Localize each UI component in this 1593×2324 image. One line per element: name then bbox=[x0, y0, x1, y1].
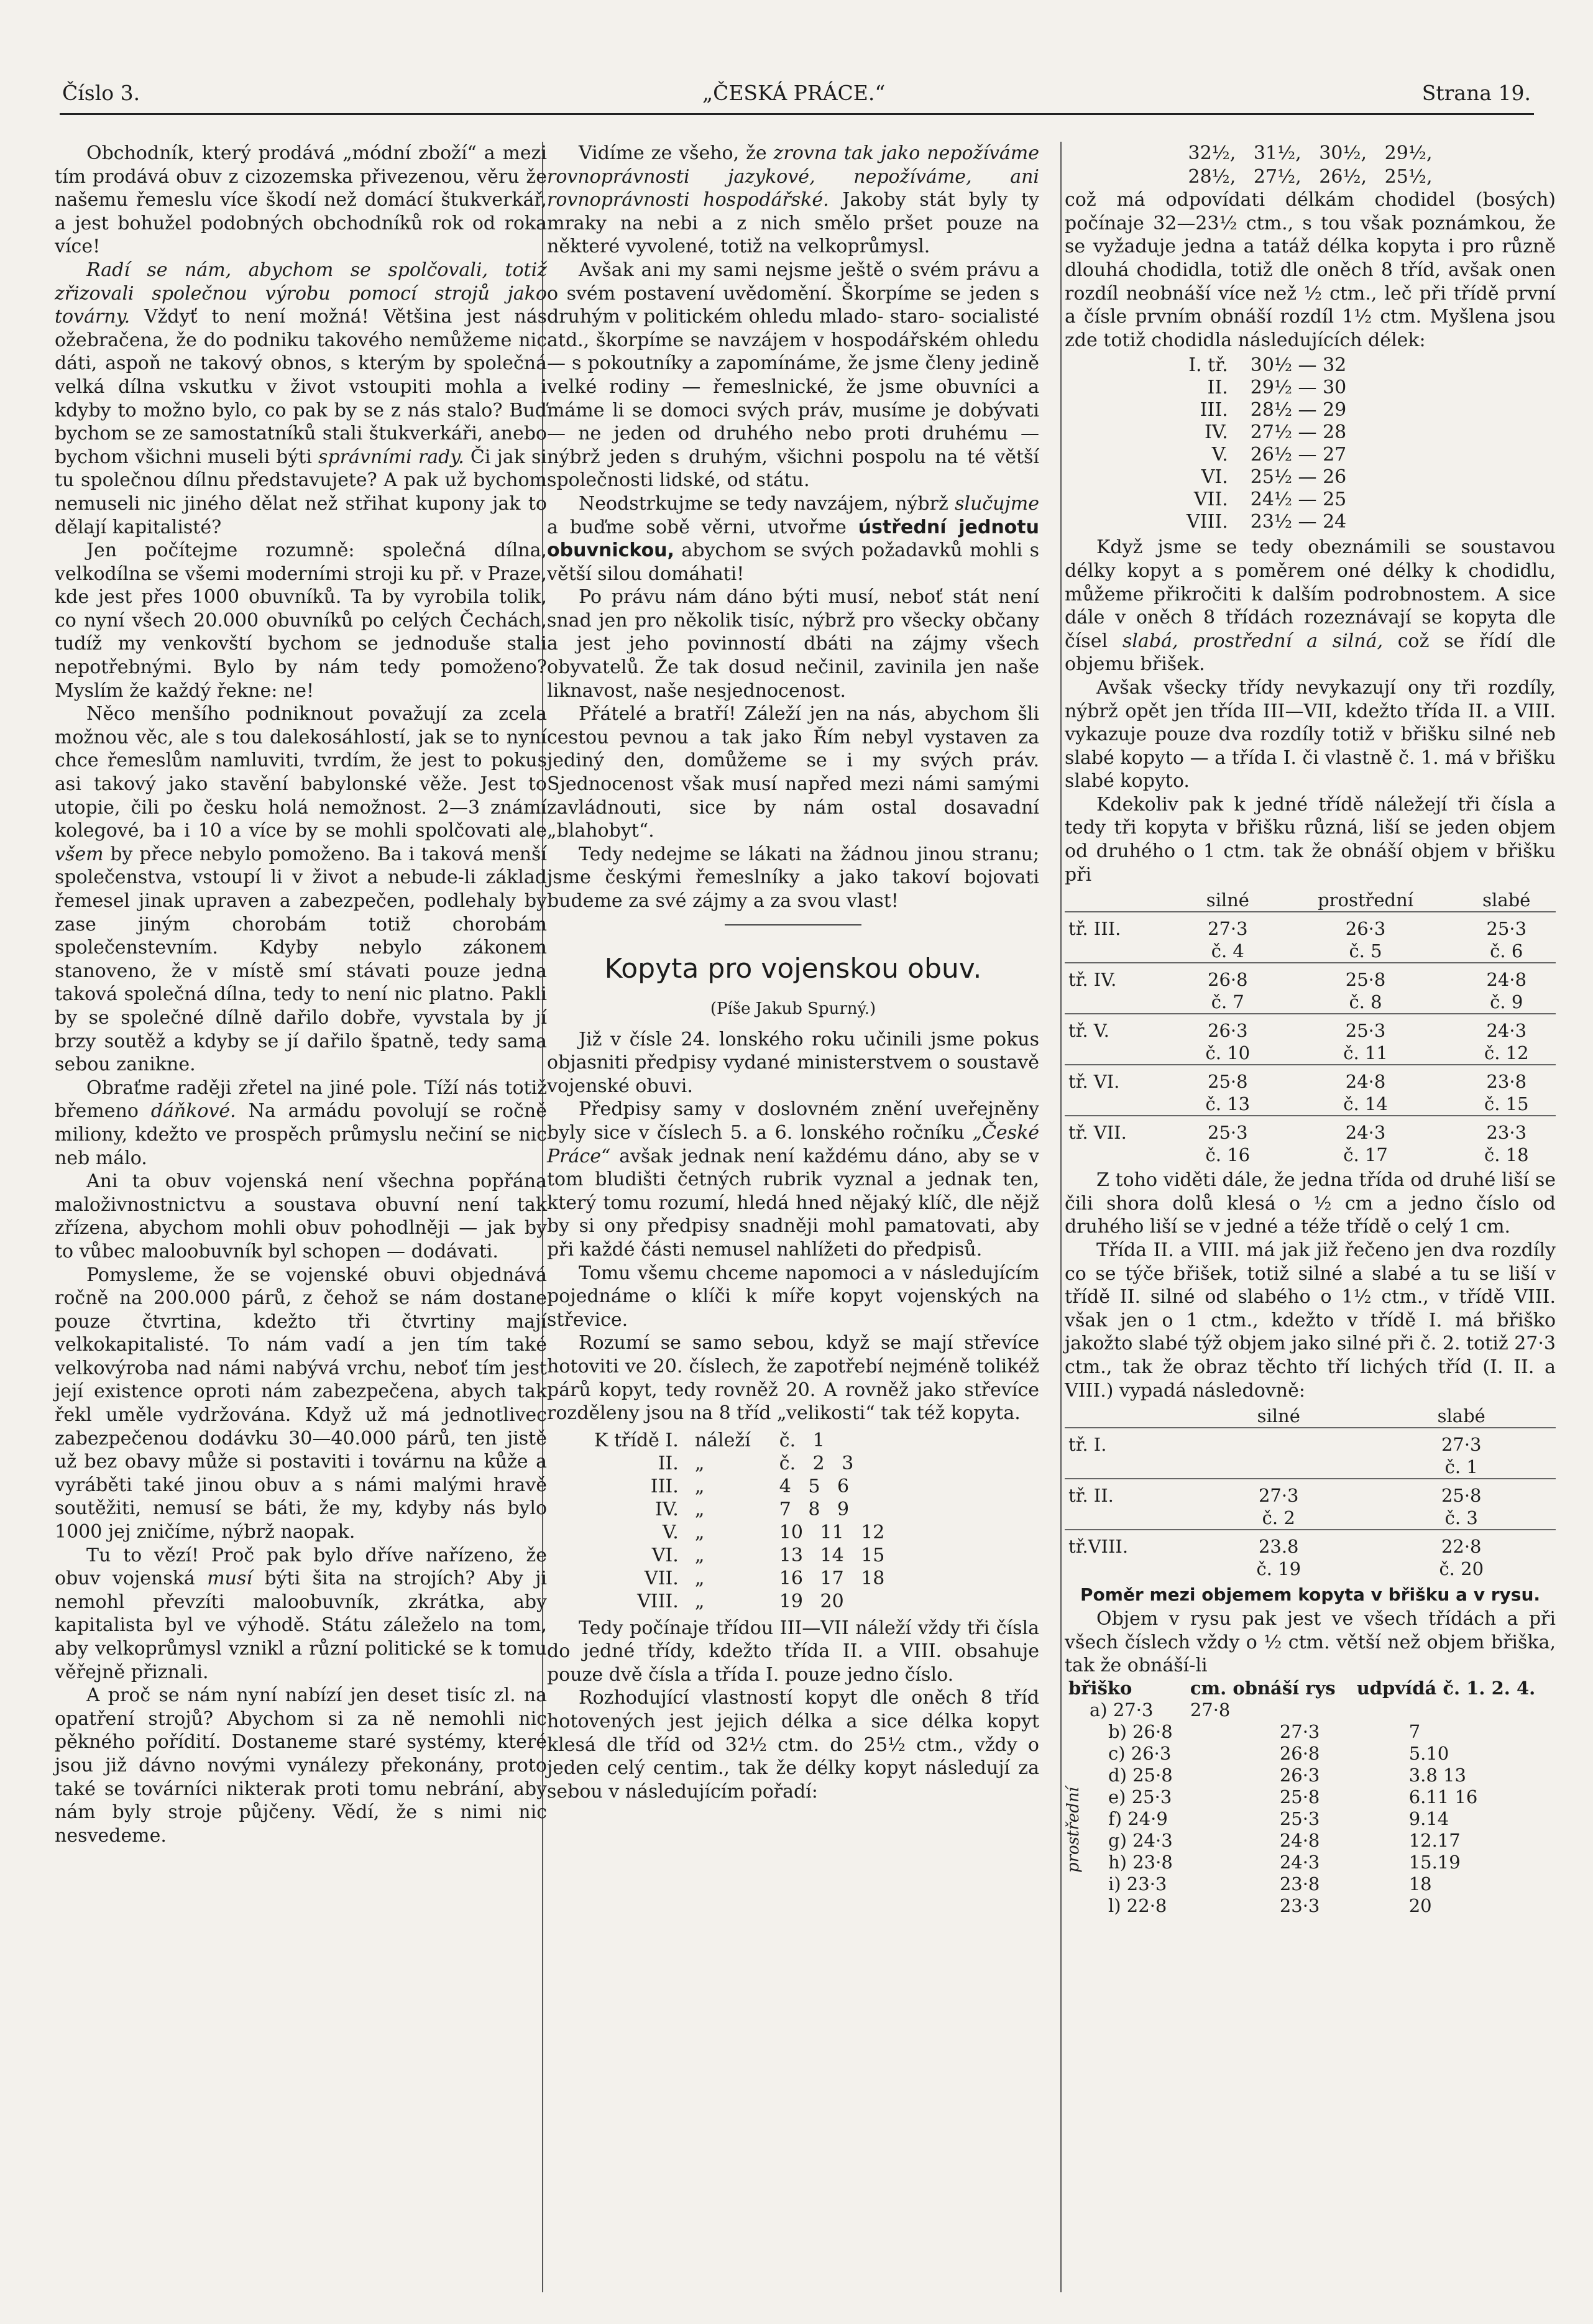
ditto-mark: náleží bbox=[694, 1429, 751, 1451]
number-cell: č. 16 bbox=[1205, 1144, 1251, 1166]
paragraph: Ani ta obuv vojenská není všechna popřána maloživnostnictvu a soustava obuvní není tak zřízena, abychom mohli obuv pohodlněji — jak by to vůbec maloobuvník byl schopen — dodávati. bbox=[55, 1170, 547, 1262]
column-header: břiško bbox=[1068, 1677, 1132, 1699]
number-cell: 12.17 bbox=[1408, 1829, 1461, 1851]
class-numbers: 16 17 18 bbox=[779, 1567, 885, 1589]
paragraph: Obchodník, který prodává „módní zboží“ a mezi tím prodává obuv z cizozemska přivezenou, věru že našemu řemeslu více škodí než domácí štukverkář, a jest bohužel podobných obchodníků rok od roka více! bbox=[55, 142, 547, 258]
ditto-mark: „ bbox=[694, 1544, 705, 1566]
paragraph: Třída II. a VIII. má jak již řečeno jen dva rozdíly co se týče břišek, totiž silné a slabé a tu se liší v třídě II. silné od slabého o 1½ ctm., v třídě VIII. však jen o 1 ctm., kdežto v třídě I. má břiško jakožto slabé týž objem jako silné při č. 2. totiž 27·3 ctm., tak že obraz těchto tří lichých tříd (I. II. a VIII.) vypadá následovně: bbox=[1065, 1239, 1556, 1402]
table-row bbox=[590, 1590, 888, 1613]
number-cell: 15.19 bbox=[1408, 1851, 1461, 1873]
value-cell: 27·3 bbox=[1367, 1428, 1556, 1456]
paragraph: Jen počítejme rozumně: společná dílna, velkodílna se všemi moderními stroji ku př. v Praze, kde jest přes 1000 obuvníků. Ta by vyrobila tolik, co nyní všech 20.000 obuvníků po celých Čechách, tudíž my venkovští bychom se jednoduše stali nepotřebnými. Bylo by nám tedy pomoženo? Myslím že každý řekne: ne! bbox=[55, 540, 547, 702]
number-cell: č. 2 bbox=[1262, 1507, 1295, 1529]
class-label: II. bbox=[1207, 377, 1228, 399]
belly-value: e) 25·3 bbox=[1108, 1786, 1172, 1807]
spacer bbox=[1065, 1042, 1182, 1065]
issue-number: Číslo 3. bbox=[62, 81, 140, 105]
paragraph: Avšak všecky třídy nevykazují ony tři rozdíly, nýbrž opět jen třída III—VII, kdežto třída II. a VIII. vykazuje pouze dva rozdíly totiž v břišku silné neb slabé kopyto — a třída I. či vlastně č. 1. má v břišku slabé kopyto. bbox=[1065, 676, 1556, 792]
table-row bbox=[1065, 1721, 1556, 1743]
foot-length-table bbox=[1183, 354, 1350, 533]
value-cell: 24·8 bbox=[1458, 963, 1556, 991]
class-label: VII. bbox=[1193, 489, 1228, 511]
column-3 bbox=[1065, 142, 1556, 1917]
class-label: III. bbox=[1200, 399, 1228, 421]
belly-value: f) 24·9 bbox=[1108, 1807, 1168, 1829]
page-number: Strana 19. bbox=[1421, 81, 1531, 105]
spacer bbox=[1065, 1093, 1182, 1116]
belly-value: a) 27·3 bbox=[1090, 1699, 1154, 1720]
value-cell: 26·3 bbox=[1274, 912, 1458, 940]
class-number-table bbox=[590, 1429, 888, 1613]
class-label: VII. bbox=[644, 1567, 679, 1589]
newspaper-title: „ČESKÁ PRÁCE.“ bbox=[702, 81, 886, 105]
class-numbers: 19 20 bbox=[779, 1590, 844, 1612]
class-label: IV. bbox=[1204, 421, 1228, 444]
number-cell: č. 1 bbox=[1444, 1456, 1478, 1478]
value-cell: 23·3 bbox=[1458, 1116, 1556, 1144]
number-cell: č. 9 bbox=[1490, 991, 1523, 1013]
paragraph: Avšak ani my sami nejsme ještě o svém právu a o svém postavení uvědomění. Škorpíme se jeden s druhým v politickém ohledu mlado- staro- socialisté atd., škorpíme se navzájem v hospodářském ohledu — s pokoutníky a zapomínáme, že jsme členy jedině velké rodiny — řemeslnické, že jsme obuvníci a máme li se domoci svých práv, musíme je dobývati — ne jeden od druhého nebo proti druhému — nýbrž jeden s druhým, všichni pospolu na té větší společnosti lidské, od státu. bbox=[547, 259, 1039, 492]
rys-value: 24·8 bbox=[1279, 1829, 1320, 1851]
column-header: cm. obnáší rys bbox=[1190, 1677, 1336, 1699]
value-cell: 25·8 bbox=[1182, 1065, 1274, 1093]
table-row bbox=[1065, 1507, 1556, 1530]
class-numbers: 4 5 6 bbox=[779, 1475, 850, 1497]
paragraph: Pomysleme, že se vojenské obuvi objednává ročně na 200.000 párů, z čehož se nám dostane pouze čtvrtina, kdežto tři čtvrtiny mají velkokapitalisté. To nám vadí a jen tím také velkovýroba nad námi nabývá vrchu, neboť tím jest její existence oproti nám zabezpečena, abych tak řekl uměle vydržována. Když už má jednotlivec zabezpečenou dodávku 30—40.000 párů, ten jistě už bez obavy může si postaviti i továrnu na kůže a vyráběti také jinou obuv a s námi malými hravě soutěžiti, nemusí se báti, že my, kdyby nás bylo 1000 jej zničíme, nýbrž naopak. bbox=[55, 1264, 547, 1543]
foot-length: 30½ — 32 bbox=[1250, 354, 1347, 377]
foot-length: 24½ — 25 bbox=[1250, 489, 1347, 511]
table-row bbox=[1183, 489, 1350, 511]
table-row bbox=[1065, 1116, 1556, 1144]
section-subtitle: Poměr mezi objemem kopyta v břišku a v rysu. bbox=[1080, 1584, 1541, 1605]
column-header: silné bbox=[1257, 1405, 1300, 1427]
ditto-mark: „ bbox=[694, 1452, 705, 1474]
bracket-label: prostřední bbox=[1064, 1786, 1083, 1873]
table-row bbox=[1183, 354, 1350, 377]
value-cell: 22·8 bbox=[1367, 1530, 1556, 1558]
class-numbers: č. 1 bbox=[779, 1429, 825, 1451]
paragraph: Vidíme ze všeho, že zrovna tak jako nepožíváme rovnoprávnosti jazykové, nepožíváme, ani rovnoprávnosti hospodářské. Jakoby stát byly ty mraky na nebi a z nich smělo pršet pouze na některé vyvolené, totiž na velkoprůmysl. bbox=[547, 142, 1039, 258]
value-cell: 25·3 bbox=[1182, 1116, 1274, 1144]
column-header: silné bbox=[1206, 889, 1249, 911]
paragraph: Rozumí se samo sebou, když se mají střevíce hotoviti ve 20. číslech, že zapotřebí nejméně tolikéž párů kopyt, tedy rovněž 20. A rovněž jako střevíce rozděleny jsou na 8 tříd „velikosti“ tak též kopyta. bbox=[547, 1332, 1039, 1425]
value-cell: 24·3 bbox=[1458, 1014, 1556, 1042]
table-row bbox=[590, 1452, 888, 1475]
column-header: udpvídá č. 1. 2. 4. bbox=[1356, 1677, 1536, 1699]
spacer bbox=[1065, 991, 1182, 1014]
rys-table bbox=[1065, 1678, 1556, 1917]
column-2 bbox=[547, 142, 1039, 1803]
table-row bbox=[1183, 511, 1350, 533]
table-row bbox=[590, 1521, 888, 1544]
table-row bbox=[1065, 1765, 1556, 1786]
paragraph: Neodstrkujme se tedy navzájem, nýbrž slučujme a buďme sobě věrni, utvořme ústřední jednotu obuvnickou, abychom se svých požadavků mohli s větší silou domáhati! bbox=[547, 492, 1039, 585]
belly-value: d) 25·8 bbox=[1108, 1764, 1173, 1786]
table-row bbox=[1065, 1093, 1556, 1116]
number-cell: č. 18 bbox=[1484, 1144, 1529, 1166]
paragraph: Tu to vězí! Proč pak bylo dříve nařízeno, že obuv vojenská musí býti šita na strojích? Aby ji nemohl převzíti maloobuvník, zkrátka, aby kapitalista byl ve výhodě. Státu záleželo na tom, aby velkoprůmysl vznikl a různí politické se k tomu věřejně přiznali. bbox=[55, 1544, 547, 1683]
table-row bbox=[1065, 1456, 1556, 1479]
rys-value: 23·3 bbox=[1279, 1895, 1320, 1916]
paragraph: Obraťme raději zřetel na jiné pole. Tíží nás totiž břemeno dáňkové. Na armádu povolují se ročně miliony, kdežto ve prospěch průmyslu nečiní se nic neb málo. bbox=[55, 1077, 547, 1169]
column-1 bbox=[55, 142, 547, 1847]
number-cell: č. 8 bbox=[1349, 991, 1382, 1013]
spacer bbox=[1065, 1558, 1190, 1580]
class-label: tř.VIII. bbox=[1065, 1530, 1190, 1558]
table-row bbox=[1065, 940, 1556, 963]
table-row bbox=[1065, 1479, 1556, 1507]
table-row bbox=[1065, 1873, 1556, 1895]
value-cell: 27·3 bbox=[1190, 1479, 1367, 1507]
number-cell: č. 4 bbox=[1211, 940, 1244, 962]
value-cell: 25·8 bbox=[1274, 963, 1458, 991]
number-cell: 3.8 13 bbox=[1408, 1764, 1466, 1786]
spacer bbox=[1065, 1144, 1182, 1166]
table-row bbox=[1065, 1699, 1556, 1721]
header-rule bbox=[60, 113, 1534, 115]
foot-length: 25½ — 26 bbox=[1250, 466, 1347, 489]
number-cell: 6.11 16 bbox=[1408, 1786, 1478, 1807]
rys-value: 27·3 bbox=[1279, 1720, 1320, 1742]
paragraph: Již v čísle 24. lonského roku učinili jsme pokus objasniti předpisy vydané ministerstvem o soustavě vojenské obuvi. bbox=[547, 1028, 1039, 1097]
number-cell: 7 bbox=[1408, 1720, 1421, 1742]
rys-value: 26·8 bbox=[1279, 1742, 1320, 1764]
class-label: V. bbox=[662, 1521, 679, 1543]
belly-value: i) 23·3 bbox=[1108, 1873, 1167, 1895]
column-header: slabé bbox=[1482, 889, 1531, 911]
belly-value: h) 23·8 bbox=[1108, 1851, 1173, 1873]
ditto-mark: „ bbox=[694, 1590, 705, 1612]
number-cell: č. 6 bbox=[1490, 940, 1523, 962]
value-cell bbox=[1190, 1428, 1367, 1456]
belly-volume-table bbox=[1065, 889, 1556, 1166]
table-row bbox=[590, 1567, 888, 1590]
table-row bbox=[1065, 1895, 1556, 1917]
number-cell: 5.10 bbox=[1408, 1742, 1449, 1764]
table-row bbox=[1183, 466, 1350, 489]
class-label: VI. bbox=[1201, 466, 1228, 489]
table-row bbox=[590, 1544, 888, 1567]
number-cell: č. 14 bbox=[1343, 1093, 1388, 1115]
number-cell: č. 11 bbox=[1343, 1042, 1388, 1064]
class-label: III. bbox=[650, 1475, 679, 1497]
class-label: V. bbox=[1211, 444, 1228, 466]
table-row bbox=[1065, 1808, 1556, 1830]
foot-length: 28½ — 29 bbox=[1250, 399, 1347, 421]
number-cell: č. 10 bbox=[1205, 1042, 1251, 1064]
paragraph: A proč se nám nyní nabízí jen deset tisíc zl. na opatření strojů? Abychom si za ně nemohli nic pěkného pořídití. Dostaneme staré systémy, které jsou již dávno novými vynálezy překonány, proto také se továrníci nikterak proti tomu nebrání, aby nám byly stroje půjčeny. Vědí, že s nimi nic nesvedeme. bbox=[55, 1684, 547, 1847]
class-label: VIII. bbox=[1187, 511, 1228, 533]
class-numbers: č. 2 3 bbox=[779, 1452, 854, 1474]
class-label: tř. V. bbox=[1065, 1014, 1182, 1042]
table-row bbox=[1065, 912, 1556, 940]
class-label: IV. bbox=[655, 1498, 679, 1520]
value-cell: 27·3 bbox=[1182, 912, 1274, 940]
number-cell: č. 15 bbox=[1484, 1093, 1529, 1115]
article-author: (Píše Jakub Spurný.) bbox=[710, 999, 876, 1018]
number-cell: 18 bbox=[1408, 1873, 1432, 1895]
length-list: 32½, 31½, 30½, 29½, bbox=[1188, 142, 1433, 164]
number-cell bbox=[1190, 1456, 1367, 1479]
column-header: slabé bbox=[1437, 1405, 1485, 1427]
table-row bbox=[1183, 377, 1350, 399]
foot-length: 23½ — 24 bbox=[1250, 511, 1347, 533]
ditto-mark: „ bbox=[694, 1498, 705, 1520]
number-cell: č. 17 bbox=[1343, 1144, 1388, 1166]
table-row bbox=[1065, 1830, 1556, 1852]
rys-value: 24·3 bbox=[1279, 1851, 1320, 1873]
belly-value: c) 26·3 bbox=[1108, 1742, 1172, 1764]
rys-value: 25·3 bbox=[1279, 1807, 1320, 1829]
paragraph: což má odpovídati délkám chodidel (bosých) počínaje 32—23½ ctm., s tou však poznámkou, že se vyžaduje jedna a tatáž délka kopyta i pro různě dlouhá chodidla, totiž dle oněch 8 tříd, avšak onen rozdíl neobnáší více než ½ ctm., leč při třídě první a čísle prvním obnáší rozdíl 1½ ctm. Myšlena jsou zde totiž chodidla následujících délek: bbox=[1065, 189, 1556, 351]
table-row bbox=[1065, 1144, 1556, 1166]
number-cell: 20 bbox=[1408, 1895, 1432, 1916]
foot-length: 29½ — 30 bbox=[1250, 377, 1347, 399]
ditto-mark: „ bbox=[694, 1521, 705, 1543]
ditto-mark: „ bbox=[694, 1567, 705, 1589]
value-cell: 26·3 bbox=[1182, 1014, 1274, 1042]
table-row bbox=[1065, 1065, 1556, 1093]
value-cell: 24·8 bbox=[1274, 1065, 1458, 1093]
paragraph: Něco menšího podniknout považují za zcela možnou věc, ale s tou dalekosáhlostí, jak se to nyní chce řemeslům namluviti, tvrdím, že jest to pokus asi takový jako stavění babylonské věže. Jest to utopie, čili po česku holá nemožnost. 2—3 známí kolegové, ba i 10 a více by se mohli spolčovati ale všem by přece nebylo pomoženo. Ba i taková menší společenstva, vstoupí li v život a nebude-li základ řemesel jinak upraven a zabezpečen, podlehaly by zase jiným chorobám totiž chorobám společenstevním. Kdyby nebylo zákonem stanoveno, že v místě smí stávati pouze jedna taková společná dílna, tedy to není nic platno. Pakli by se společné dílně dařilo dobře, vyvstala by jí brzy soutěž a kdyby se jí dařilo špatně, tedy sama sebou zanikne. bbox=[55, 703, 547, 1076]
value-cell: 23·8 bbox=[1458, 1065, 1556, 1093]
rys-value: 26·3 bbox=[1279, 1764, 1320, 1786]
paragraph: Kdekoliv pak k jedné třídě náležejí tři čísla a tedy tři kopyta v břišku různá, liší se jeden objem od druhého o 1 ctm. tak že obnáší objem v břišku při bbox=[1065, 793, 1556, 886]
table-row bbox=[590, 1498, 888, 1521]
paragraph: Přátelé a bratří! Záleží jen na nás, abychom šli cestou pevnou a tak jako Řím nebyl vystaven za jediný den, domůžeme se i my svých práv. Sjednocenost však musí napřed mezi námi samými zavládnouti, sice by nám ostal dosavadní „blahobyt“. bbox=[547, 703, 1039, 842]
paragraph: Radí se nám, abychom se spolčovali, totiž zřizovali společnou výrobu pomocí strojů jako továrny. Vždyť to není možná! Většina jest nás ožebračena, že do podniku takového nemůžeme nic dáti, aspoň ne takový obnos, s kterým by společná velká dílna vskutku v život vstoupiti mohla a i kdyby to možno bylo, co pak by se z nás stalo? Buď bychom se ze samostatníků stali štukverkáři, anebo bychom všichni museli býti správními rady. Či jak si tu společnou dílnu představujete? A pak už bychom nemuseli nic jiného dělat než střihat kupony jak to dělají kapitalisté? bbox=[55, 259, 548, 538]
class-label: VIII. bbox=[637, 1590, 679, 1612]
table-row bbox=[1065, 1530, 1556, 1558]
table-row bbox=[1183, 444, 1350, 466]
paragraph: Když jsme se tedy obeznámili se soustavou délky kopyt a s poměrem oné délky k chodidlu, můžeme přikročiti k dalším podrobnostem. A sice dále v oněch 8 třídách rozeznávají se kopyta dle čísel slabá, prostřední a silná, což se řídí dle objemu břišek. bbox=[1065, 536, 1556, 676]
table-row bbox=[1065, 1786, 1556, 1808]
value-cell: 24·3 bbox=[1274, 1116, 1458, 1144]
table-row bbox=[590, 1475, 888, 1498]
value-cell: 25·3 bbox=[1458, 912, 1556, 940]
number-cell: č. 20 bbox=[1439, 1558, 1484, 1580]
class-label: tř. II. bbox=[1065, 1479, 1190, 1507]
table-row bbox=[1065, 963, 1556, 991]
value-cell: 25·3 bbox=[1274, 1014, 1458, 1042]
paragraph: Rozhodující vlastností kopyt dle oněch 8 tříd hotovených jest jejich délka a sice délka kopyt klesá dle tříd od 32½ ctm. do 25½ ctm., vždy o jeden celý centim., tak že délky kopyt následují za sebou v následujícím pořadí: bbox=[547, 1687, 1039, 1803]
ditto-mark: „ bbox=[694, 1475, 705, 1497]
paragraph: Po právu nám dáno býti musí, neboť stát není snad jen pro několik tisíc, nýbrž pro všecky občany a jest jeho povinností dbáti na zájmy všech obyvatelů. Že tak dosud nečinil, zavinila jen naše liknavost, naše nesjednocenost. bbox=[547, 586, 1039, 702]
class-label: tř. VII. bbox=[1065, 1116, 1182, 1144]
table-row bbox=[1065, 1428, 1556, 1456]
table-row bbox=[1065, 1852, 1556, 1873]
belly-value: g) 24·3 bbox=[1108, 1829, 1173, 1851]
value-cell: 23.8 bbox=[1190, 1530, 1367, 1558]
rys-value: 23·8 bbox=[1279, 1873, 1320, 1895]
table-row bbox=[1183, 399, 1350, 421]
belly-value: b) 26·8 bbox=[1108, 1720, 1173, 1742]
spacer bbox=[1065, 940, 1182, 963]
paragraph: Tedy nedejme se lákati na žádnou jinou stranu; jsme českými řemeslníky a jako takoví bojovati budeme za své zájmy a za svou vlast! bbox=[547, 843, 1039, 912]
section-divider bbox=[725, 924, 861, 925]
column-header: prostřední bbox=[1318, 889, 1414, 911]
class-label: tř. VI. bbox=[1065, 1065, 1182, 1093]
column-divider bbox=[1060, 142, 1062, 2292]
table-row bbox=[1065, 1042, 1556, 1065]
spacer bbox=[1065, 1507, 1190, 1530]
paragraph: Objem v rysu pak jest ve všech třídách a při všech číslech vždy o ½ ctm. větší než objem břiška, tak že obnáší-li bbox=[1065, 1608, 1556, 1677]
class-numbers: 10 11 12 bbox=[779, 1521, 885, 1543]
table-row bbox=[1183, 421, 1350, 444]
number-cell: č. 5 bbox=[1349, 940, 1382, 962]
table-row bbox=[1065, 991, 1556, 1014]
table-row bbox=[1065, 1678, 1556, 1699]
paragraph: Předpisy samy v doslovném znění uveřejněny byly sice v číslech 5. a 6. lonského ročníku „České Práce“ avšak jednak není každému dáno, aby se v tom bludišti četných rubrik vyznal a jednak ten, který tomu rozumí, hledá hned nějaký klíč, dle nějž by si ony předpisy snadněji mohl pamatovati, aby při každé části nemusel nahlížeti do předpisů. bbox=[547, 1098, 1039, 1261]
class-label: tř. III. bbox=[1065, 912, 1182, 940]
foot-length: 26½ — 27 bbox=[1250, 444, 1347, 466]
class-label: tř. I. bbox=[1065, 1428, 1190, 1456]
article-title: Kopyta pro vojenskou obuv. bbox=[604, 952, 982, 985]
rys-value: 25·8 bbox=[1279, 1786, 1320, 1807]
rys-table-wrap bbox=[1065, 1678, 1556, 1917]
length-list: 28½, 27½, 26½, 25½, bbox=[1188, 165, 1433, 188]
class-label: tř. IV. bbox=[1065, 963, 1182, 991]
class-label: K třídě I. bbox=[594, 1429, 679, 1451]
number-cell: č. 7 bbox=[1211, 991, 1244, 1013]
rys-value: 27·8 bbox=[1190, 1699, 1231, 1720]
number-cell: č. 12 bbox=[1484, 1042, 1529, 1064]
number-cell: č. 13 bbox=[1205, 1093, 1251, 1115]
class-label: II. bbox=[658, 1452, 679, 1474]
paragraph: Z toho viděti dále, že jedna třída od druhé liší se čili shora dolů klesá o ½ cm a jedno číslo od druhého liší se v jedné a téže třídě o celý 1 cm. bbox=[1065, 1169, 1556, 1238]
number-cell bbox=[1353, 1699, 1556, 1721]
class-label: I. tř. bbox=[1188, 354, 1228, 377]
table-row bbox=[1065, 1558, 1556, 1580]
spacer bbox=[1065, 1456, 1190, 1479]
foot-length: 27½ — 28 bbox=[1250, 421, 1347, 444]
belly-value: l) 22·8 bbox=[1108, 1895, 1167, 1916]
odd-class-table bbox=[1065, 1405, 1556, 1580]
class-label: VI. bbox=[651, 1544, 679, 1566]
table-row bbox=[590, 1429, 888, 1452]
value-cell: 26·8 bbox=[1182, 963, 1274, 991]
paragraph: Tomu všemu chceme napomoci a v následujícím pojednáme o klíči k míře kopyt vojenských na střevice. bbox=[547, 1262, 1039, 1331]
table-row bbox=[1065, 1014, 1556, 1042]
paragraph: Tedy počínaje třídou III—VII náleží vždy tři čísla do jedné třídy, kdežto třída II. a VIII. obsahuje pouze dvě čísla a třída I. pouze jedno číslo. bbox=[547, 1617, 1039, 1686]
number-cell: č. 3 bbox=[1444, 1507, 1478, 1529]
number-cell: č. 19 bbox=[1256, 1558, 1301, 1580]
table-row bbox=[1065, 1743, 1556, 1765]
class-numbers: 13 14 15 bbox=[779, 1544, 885, 1566]
class-numbers: 7 8 9 bbox=[779, 1498, 850, 1520]
value-cell: 25·8 bbox=[1367, 1479, 1556, 1507]
number-cell: 9.14 bbox=[1408, 1807, 1449, 1829]
